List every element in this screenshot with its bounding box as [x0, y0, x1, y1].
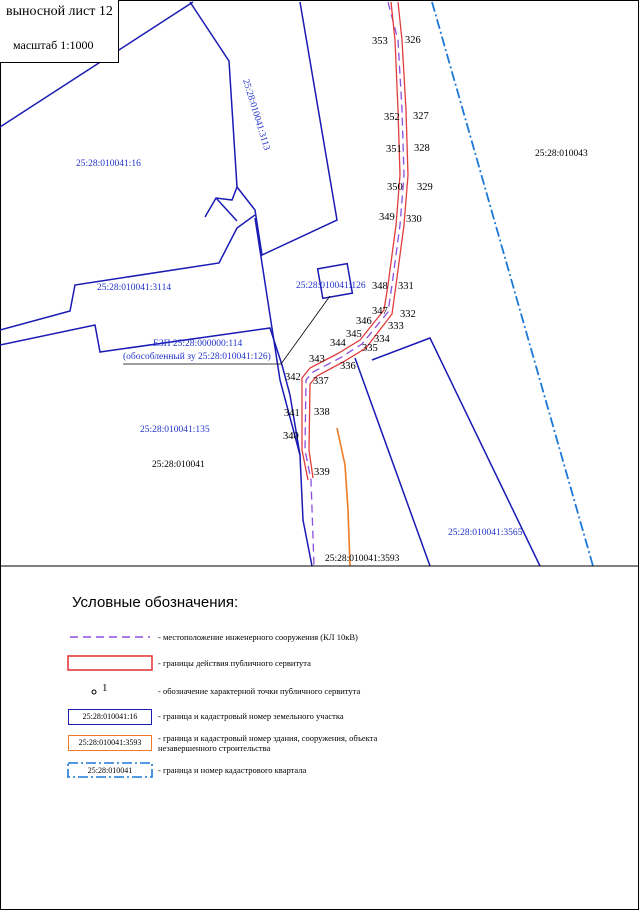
- parcel-label-126: 25:28:010041:126: [296, 281, 366, 291]
- point-332: 332: [400, 309, 416, 320]
- point-338: 338: [314, 407, 330, 418]
- parcel-label-3565: 25:28:010041:3565: [448, 528, 523, 538]
- sheet-title-box: [0, 0, 119, 63]
- legend-text-servitude: - границы действия публичного сервитута: [158, 658, 311, 668]
- quarter-label-010043: 25:28:010043: [535, 149, 588, 159]
- legend-text-cable: - местоположение инженерного сооружения (КЛ 10кВ): [158, 632, 358, 642]
- point-333: 333: [388, 321, 404, 332]
- legend-symbol-building-box: [68, 735, 152, 751]
- point-341: 341: [284, 408, 300, 419]
- point-347: 347: [372, 306, 388, 317]
- point-348: 348: [372, 281, 388, 292]
- parcel-label-16: 25:28:010041:16: [76, 159, 141, 169]
- parcel-label-3113: 25:28:010041:3113: [240, 77, 272, 152]
- building-label-3593: 25:28:010041:3593: [325, 554, 400, 564]
- legend-symbol-building-label: 25:28:010041:3593: [78, 738, 142, 747]
- legend-symbol-point-number: 1: [102, 682, 108, 694]
- point-350: 350: [387, 182, 403, 193]
- quarter-label-010041: 25:28:010041: [152, 460, 205, 470]
- parcel-boundaries: [0, 2, 540, 566]
- legend-title: Условные обозначения:: [72, 594, 239, 611]
- legend-symbol-parcel-label: 25:28:010041:16: [82, 712, 138, 721]
- sheet-scale: масштаб 1:1000: [13, 38, 94, 52]
- legend-symbol-quarter-label: 25:28:010041: [87, 766, 133, 775]
- quarter-boundary-line: [432, 2, 593, 566]
- legend-symbol-servitude: [68, 656, 152, 670]
- legend-text-building: - граница и кадастровый номер здания, сооружения, объекта незавершенного строительства: [158, 733, 378, 753]
- parcel-label-3114: 25:28:010041:3114: [97, 283, 172, 293]
- point-330: 330: [406, 214, 422, 225]
- parcel-label-135: 25:28:010041:135: [140, 425, 210, 435]
- point-342: 342: [285, 372, 301, 383]
- point-343: 343: [309, 354, 325, 365]
- point-327: 327: [413, 111, 429, 122]
- legend-symbol-parcel-box: [68, 709, 152, 725]
- point-340: 340: [283, 431, 299, 442]
- point-336: 336: [340, 361, 356, 372]
- legend-text-quarter: - граница и номер кадастрового квартала: [158, 765, 307, 775]
- point-351: 351: [386, 144, 402, 155]
- legend-text-parcel: - граница и кадастровый номер земельного участка: [158, 711, 344, 721]
- legend-symbol-quarter-label-wrap: [70, 764, 150, 777]
- legend-text-point: - обозначение характерной точки публичного сервитута: [158, 686, 361, 696]
- sheet-title: выносной лист 12: [6, 4, 113, 19]
- point-339: 339: [314, 467, 330, 478]
- ezp-label-line1: ЕЗП 25:28:000000:114: [153, 339, 243, 349]
- point-326: 326: [405, 35, 421, 46]
- point-328: 328: [414, 143, 430, 154]
- point-344: 344: [330, 338, 346, 349]
- ezp-label-line2: (обособленный зу 25:28:010041:126): [123, 352, 271, 362]
- point-334: 334: [374, 334, 390, 345]
- point-349: 349: [379, 212, 395, 223]
- point-346: 346: [356, 316, 372, 327]
- point-335: 335: [362, 343, 378, 354]
- point-345: 345: [346, 329, 362, 340]
- point-329: 329: [417, 182, 433, 193]
- point-352: 352: [384, 112, 400, 123]
- point-331: 331: [398, 281, 414, 292]
- point-353: 353: [372, 36, 388, 47]
- building-boundary: [337, 428, 350, 566]
- legend-symbol-point: [92, 690, 96, 694]
- point-337: 337: [313, 376, 329, 387]
